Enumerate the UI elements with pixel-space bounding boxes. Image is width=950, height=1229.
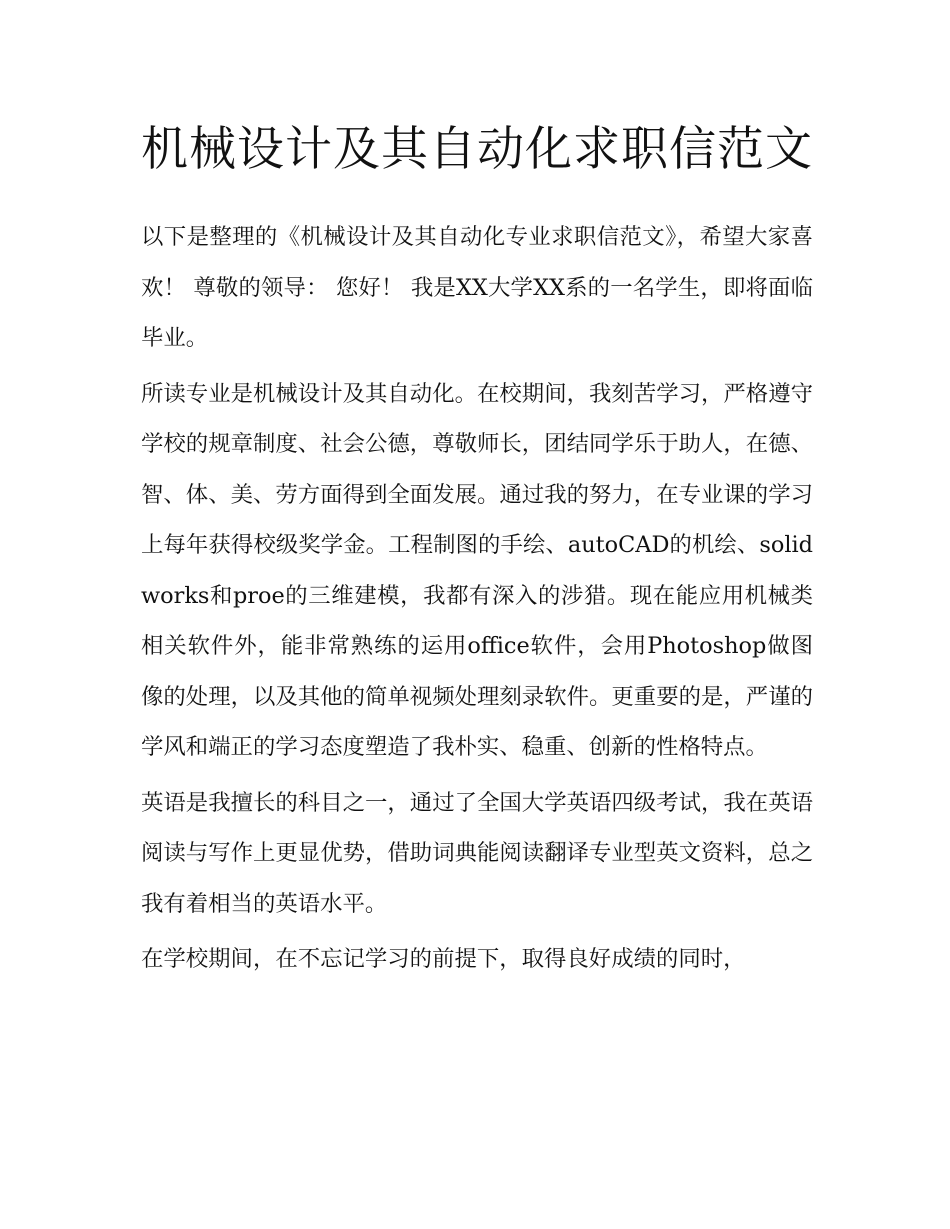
document-body <box>141 110 813 985</box>
paragraph-school: 在学校期间，在不忘记学习的前提下，取得良好成绩的同时， <box>141 946 746 972</box>
paragraph-intro: 以下是整理的《机械设计及其自动化专业求职信范文》，希望大家喜欢！ 尊敬的领导： 您好！ 我是XX大学XX系的一名学生，即将面临毕业。 <box>141 224 813 351</box>
document-title: 机械设计及其自动化求职信范文 <box>141 122 813 177</box>
paragraph-major: 所读专业是机械设计及其自动化。在校期间，我刻苦学习，严格遵守学校的规章制度、社会公德，尊敬师长，团结同学乐于助人，在德、智、体、美、劳方面得到全面发展。通过我的努力，在专业课的学习上每年获得校级奖学金。工程制图的手绘、autoCAD的机绘、solidworks和proe的三维建模，我都有深入的涉猎。现在能应用机械类相关软件外，能非常熟练的运用office软件，会用Photoshop做图像的处理，以及其他的简单视频处理刻录软件。更重要的是，严谨的学风和端正的学习态度塑造了我朴实、稳重、创新的性格特点。 <box>141 380 813 760</box>
paragraph-english: 英语是我擅长的科目之一，通过了全国大学英语四级考试，我在英语阅读与写作上更显优势，借助词典能阅读翻译专业型英文资料，总之我有着相当的英语水平。 <box>141 789 813 917</box>
